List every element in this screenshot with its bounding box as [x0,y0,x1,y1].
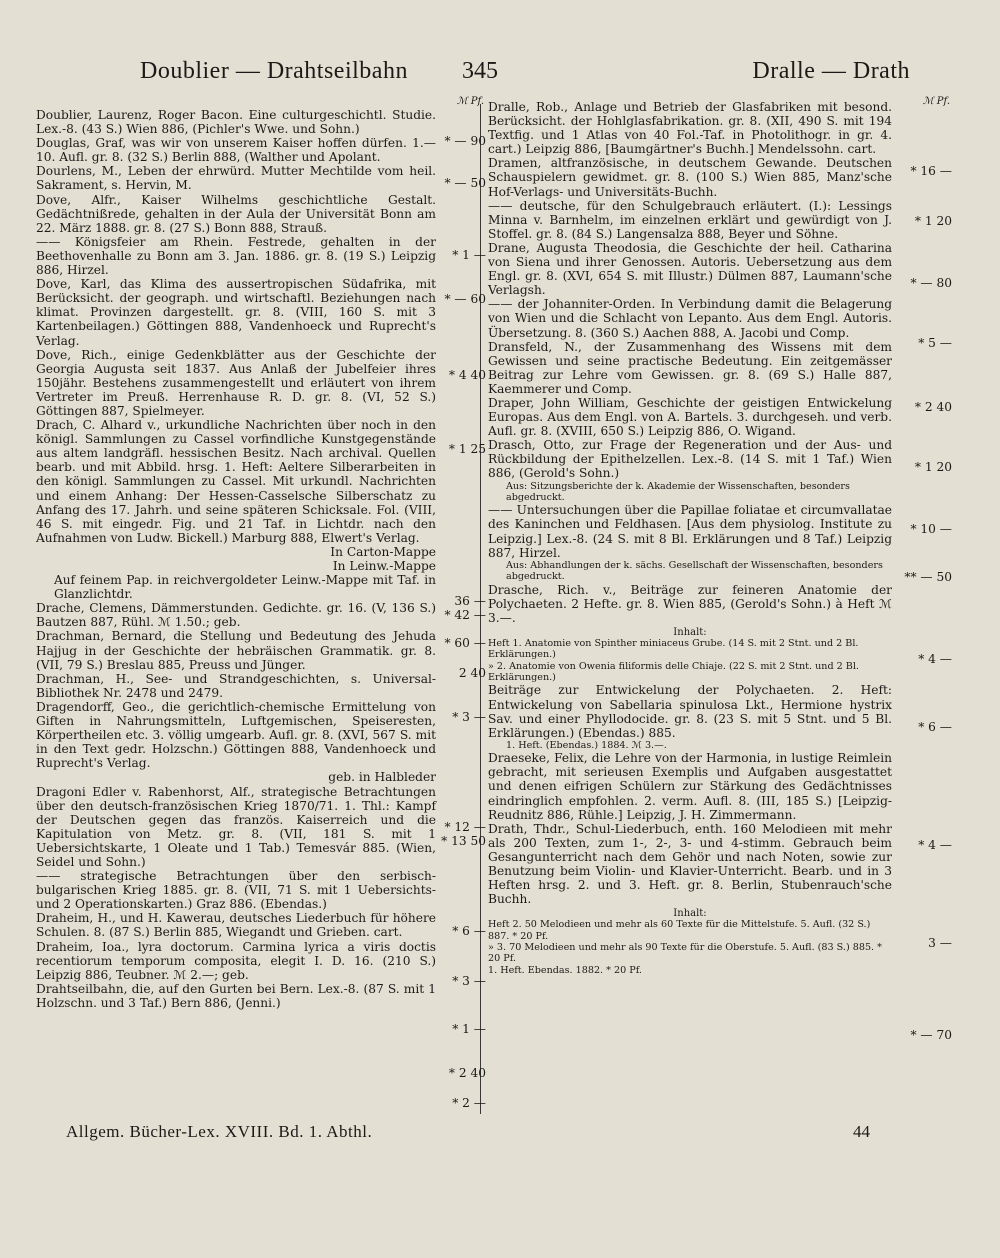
entry-drasche-beitraege: Beiträge zur Entwickelung der Polychaeten. 2. Heft: Entwickelung von Sabellaria spinulosa Lkt., Hermione hystrix Sav. und einer Phyllodocide. gr. 8. (23 S. mit 5 Stnt. und 5 Bl. Erklärungen.) (Ebendas.) 885. [488,683,892,740]
footer-signature: Allgem. Bücher-Lex. XVIII. Bd. 1. Abthl. [66,1122,373,1141]
entry-drasche-heft1: Heft 1. Anatomie von Spinther miniaceus Grube. (14 S. mit 2 Stnt. und 2 Bl. Erklärungen.) [488,637,859,661]
entry-draper: Draper, John William, Geschichte der geistigen Entwickelung Europas. Aus dem Engl. von A. Bartels. 3. durchgeseh. und verb. Aufl. gr. 8. (XVIII, 650 S.) Leipzig 886, O. Wigand. [488,395,892,439]
entry-drasch-untersuchungen: —— Untersuchungen über die Papillae foliatae et circumvallatae des Kaninchen und Feldhasen. [Aus dem physiolog. Institute zu Leipzig.] Lex.-8. (24 S. mit 8 Bl. Erklärungen und 8 Taf.) Leipzig 887, Hirzel. [488,503,892,560]
entry-drach-leinw: In Leinw.-Mappe [332,559,436,573]
inhalt-heading-drath: Inhalt: [673,908,707,920]
entry-douglas: Douglas, Graf, was wir von unserem Kaiser hoffen dürfen. 1.—10. Aufl. gr. 8. (32 S.) Berlin 888, (Walther und Apolant. [36,136,436,165]
entry-drasch: Drasch, Otto, zur Frage der Regeneration und der Aus- und Rückbildung der Epithelzellen. Lex.-8. (14 S. mit 1 Taf.) Wien 886, (Gerold's Sohn.) [488,438,892,481]
left-column [36,96,436,1010]
left-price-column [440,96,486,1110]
entry-dove-rich: Dove, Rich., einige Gedenkblätter aus der Geschichte der Georgia Augusta seit 1837. Aus Anlaß der Jubelfeier ihres 150jähr. Bestehens zusammengestellt und erläutert von ihrem Vertreter im Preuß. Herrenhause R. D. gr. 8. (VI, 52 S.) Göttingen 887, Spielmeyer. [36,347,436,418]
price: * 42 — [444,608,486,622]
entry-dourlens: Dourlens, M., Leben der ehrwürd. Mutter Mechtilde vom heil. Sakrament, s. Hervin, M. [36,164,436,193]
price: * — 80 [910,276,952,290]
price: * 12 — [444,820,486,834]
entry-draeseke: Draeseke, Felix, die Lehre von der Harmonia, in lustige Reimlein gebracht, mit serieusen Exemplis und Aufgaben ausgestattet und denen eifrigen Schülern zur Stärkung des Gedächtnisses eindringlich empfohlen. 2. verm. Aufl. 8. (III, 185 S.) [Leipzig-Reudnitz 886, Rühle.] Leipzig, J. H. Zimmermann. [488,751,892,822]
entry-dragoni-serbisch: —— strategische Betrachtungen über den serbisch-bulgarischen Krieg 1885. gr. 8. (VII, 71 S. mit 1 Uebersichts- und 2 Operationskarten.) Graz 886. (Ebendas.) [36,869,436,912]
entry-dove-alfr: Dove, Alfr., Kaiser Wilhelms geschichtliche Gestalt. Gedächtnißrede, gehalten in der Aula der Universität Bonn am 22. März 1888. gr. 8. (27 S.) Bonn 888, Strauß. [36,192,436,235]
entry-drasche-heft2: » 2. Anatomie von Owenia filiformis delle Chiaje. (22 S. mit 2 Stnt. und 2 Bl. Erklärungen.) [488,660,859,684]
entry-dragoni: Dragoni Edler v. Rabenhorst, Alf., strategische Betrachtungen über den deutsch-französischen Krieg 1870/71. 1. Thl.: Kampf der Deutschen gegen das französ. Kaiserreich und die Kapitulation von Metz. gr. 8. (VII, 181 S. mit 1 Uebersichtskarte, 1 Oleate und 1 Tab.) Temesvár 885. (Wien, Seidel und Sohn.) [36,784,436,869]
price: * — 90 [444,134,486,148]
entry-drath: Drath, Thdr., Schul-Liederbuch, enth. 160 Melodieen mit mehr als 200 Texten, zum 1-, 2-, 3- und 4-stimm. Gebrauch beim Gesangunterricht nach dem Gehör und nach Noten, sowie zur Benutzung beim Violin- und Klavier-Unterricht. Bearb. und in 3 Heften hrsg. 2. und 3. Heft. gr. 8. Berlin, Stubenrauch'sche Buchh. [488,821,892,907]
right-column [488,96,892,976]
entry-drasche-heft-note: 1. Heft. (Ebendas.) 1884. ℳ 3.—. [506,739,667,751]
right-price-column [894,96,952,1042]
entry-dralle: Dralle, Rob., Anlage und Betrieb der Glasfabriken mit besond. Berücksicht. der Hohlglasfabrikation. gr. 8. (XII, 490 S. mit 194 Textfig. und 1 Atlas von 40 Fol.-Taf. in Photolithogr. in gr. 4. cart.) Leipzig 886, [Baumgärtner's Buchh.] Mendelssohn. cart. [488,100,892,157]
entry-drane-johanniter: —— der Johanniter-Orden. In Verbindung damit die Belagerung von Wien und die Schlacht von Lepanto. Aus dem Engl. Autoris. Übersetzung. 8. (360 S.) Aachen 888, A. Jacobi und Comp. [488,297,892,340]
footer-sheet-number: 44 [853,1122,870,1141]
page-footer [36,1122,910,1152]
entry-drachman-bernard: Drachman, Bernard, die Stellung und Bedeutung des Jehuda Hajjug in der Geschichte der hebräischen Grammatik. gr. 8. (VII, 79 S.) Breslau 885, Preuss und Jünger. [36,629,436,672]
price: * 10 — [910,522,952,536]
right-price-heading: ℳ Pf. [922,96,950,107]
price: * 2 40 [914,400,952,414]
price: * 1 — [452,248,486,262]
price: * — 60 [444,292,486,306]
price: * — 70 [910,1028,952,1042]
entry-drasche: Drasche, Rich. v., Beiträge zur feineren Anatomie der Polychaeten. 2 Hefte. gr. 8. Wien 885, (Gerold's Sohn.) à Heft ℳ 3.—. [488,582,892,625]
entry-dragendorff-halbleder: geb. in Halbleder [328,770,436,785]
price: * 5 — [918,336,952,350]
price: * 1 25 [448,442,486,456]
price: * 4 40 [448,368,486,382]
entry-drath-heft3: » 3. 70 Melodieen und mehr als 90 Texte für die Oberstufe. 5. Aufl. (83 S.) 885. * 20 Pf. [488,942,882,965]
entry-dove-koenigsfeier: —— Königsfeier am Rhein. Festrede, gehalten in der Beethovenhalle zu Bonn am 3. Jan. 1886. gr. 8. (19 S.) Leipzig 886, Hirzel. [36,234,436,278]
entry-drasch-note: Aus: Sitzungsberichte der k. Akademie der Wissenschaften, besonders abgedruckt. [506,480,850,503]
entry-drach-feinem: Auf feinem Pap. in reichvergoldeter Leinw.-Mappe mit Taf. in Glanzlichtdr. [54,573,436,602]
price: 2 40 [458,666,486,680]
entry-drachman-h: Drachman, H., See- und Strandgeschichten, s. Universal-Bibliothek Nr. 2478 und 2479. [36,671,436,700]
price: * 2 — [452,1096,486,1110]
entry-draheim-h: Draheim, H., und H. Kawerau, deutsches Liederbuch für höhere Schulen. 8. (87 S.) Berlin 885, Wiegandt und Grieben. cart. [36,911,436,940]
entry-drache: Drache, Clemens, Dämmerstunden. Gedichte. gr. 16. (V, 136 S.) Bautzen 887, Rühl. ℳ 1.50.; geb. [36,601,436,630]
inhalt-heading: Inhalt: [673,626,707,638]
price: * 1 — [452,1022,486,1036]
price: * 1 20 [914,460,952,474]
entry-drane: Drane, Augusta Theodosia, die Geschichte der heil. Catharina von Siena und ihrer Genossen. Autoris. Uebersetzung aus dem Engl. gr. 8. (XVI, 654 S. mit Illustr.) Dülmen 887, Laumann'sche Verlagsh. [488,240,892,298]
entry-dove-karl: Dove, Karl, das Klima des aussertropischen Südafrika, mit Berücksicht. der geograph. und wirtschaftl. Beziehungen nach klimat. Provinzen dargestellt. gr. 8. (VIII, 160 S. mit 3 Kartenbeilagen.) Göttingen 888, Vandenhoeck und Ruprecht's Verlag. [36,277,436,348]
entry-drach: Drach, C. Alhard v., urkundliche Nachrichten über noch in den königl. Sammlungen zu Cassel vorfindliche Kunstgegenstände aus altem landgräfl. hessischen Besitz. Nach archival. Quellen bearb. und mit Abbild. hrsg. 1. Heft: Aeltere Silberarbeiten in den königl. Sammlungen zu Cassel. Mit urkundl. Nachrichten und einem Anhang: Der Hessen-Casselsche Silberschatz zu Anfang des 17. Jahrh. und seine späteren Schicksale. Fol. (VIII, 46 S. mit eingedr. Fig. und 21 Taf. in Lichtdr. nach den Aufnahmen von Ludw. Bickell.) Marburg 888, Elwert's Verlag. [36,418,436,545]
entry-drath-heft1: 1. Heft. Ebendas. 1882. * 20 Pf. [488,964,642,976]
price: * 1 20 [914,214,952,228]
price: 3 — [928,936,952,950]
price: * 16 — [910,164,952,178]
price: * 3 — [452,710,486,724]
entry-doublier: Doublier, Laurenz, Roger Bacon. Eine culturgeschichtl. Studie. Lex.-8. (43 S.) Wien 886, (Pichler's Wwe. und Sohn.) [36,108,436,137]
price: * 6 — [918,720,952,734]
entry-drach-carton: In Carton-Mappe [330,544,436,559]
price: * 13 50 [441,834,486,848]
header-left-title: Doublier — Drahtseilbahn [140,58,408,84]
price: * — 50 [444,176,486,190]
price: * 60 — [444,636,486,650]
page-number: 345 [462,58,498,84]
entry-drasch-untersuchungen-note: Aus: Abhandlungen der k. sächs. Gesellschaft der Wissenschaften, besonders abgedruckt. [506,559,883,583]
entry-dramen: Dramen, altfranzösische, in deutschem Gewande. Deutschen Schauspielern gewidmet. gr. 8. (100 S.) Wien 885, Manz'sche Hof-Verlags- und Universitäts-Buchh. [488,156,892,199]
price: * 4 — [918,652,952,666]
entry-dragendorff: Dragendorff, Geo., die gerichtlich-chemische Ermittelung von Giften in Nahrungsmitteln, Luftgemischen, Speiseresten, Körpertheilen etc. 3. völlig umgearb. Aufl. gr. 8. (XVI, 567 S. mit in den Text gedr. Holzschn.) Göttingen 888, Vandenhoeck und Ruprecht's Verlag. [36,699,436,771]
price: * 4 — [918,838,952,852]
entry-draheim-ioa: Draheim, Ioa., lyra doctorum. Carmina lyrica a viris doctis recentiorum temporum composita, elegit I. D. 16. (210 S.) Leipzig 886, Teubner. ℳ 2.—; geb. [36,939,436,982]
price: * 3 — [452,974,486,988]
entry-drath-heft2: Heft 2. 50 Melodieen und mehr als 60 Texte für die Mittelstufe. 5. Aufl. (32 S.) 887. * 20 Pf. [488,919,871,942]
header-right-title: Dralle — Drath [752,58,910,84]
price: 36 — [454,594,486,608]
price: * 6 — [452,924,486,938]
entry-dransfeld: Dransfeld, N., der Zusammenhang des Wissens mit dem Gewissen und seine practische Bedeutung. Ein zeitgemässer Beitrag zur Lehre vom Gewissen. gr. 8. (69 S.) Halle 887, Kaemmerer und Comp. [488,339,892,396]
price: * 2 40 [448,1066,486,1080]
entry-dramen-deutsche: —— deutsche, für den Schulgebrauch erläutert. (I.): Lessings Minna v. Barnhelm, im einzelnen erklärt und gewürdigt von J. Stoffel. gr. 8. (84 S.) Langensalza 888, Beyer und Söhne. [488,198,892,241]
left-price-heading: ℳ Pf. [456,96,484,107]
entry-drahtseilbahn: Drahtseilbahn, die, auf den Gurten bei Bern. Lex.-8. (87 S. mit 1 Holzschn. und 3 Taf.) Bern 886, (Jenni.) [36,981,436,1010]
price: ** — 50 [904,570,952,584]
page-header [110,58,910,94]
